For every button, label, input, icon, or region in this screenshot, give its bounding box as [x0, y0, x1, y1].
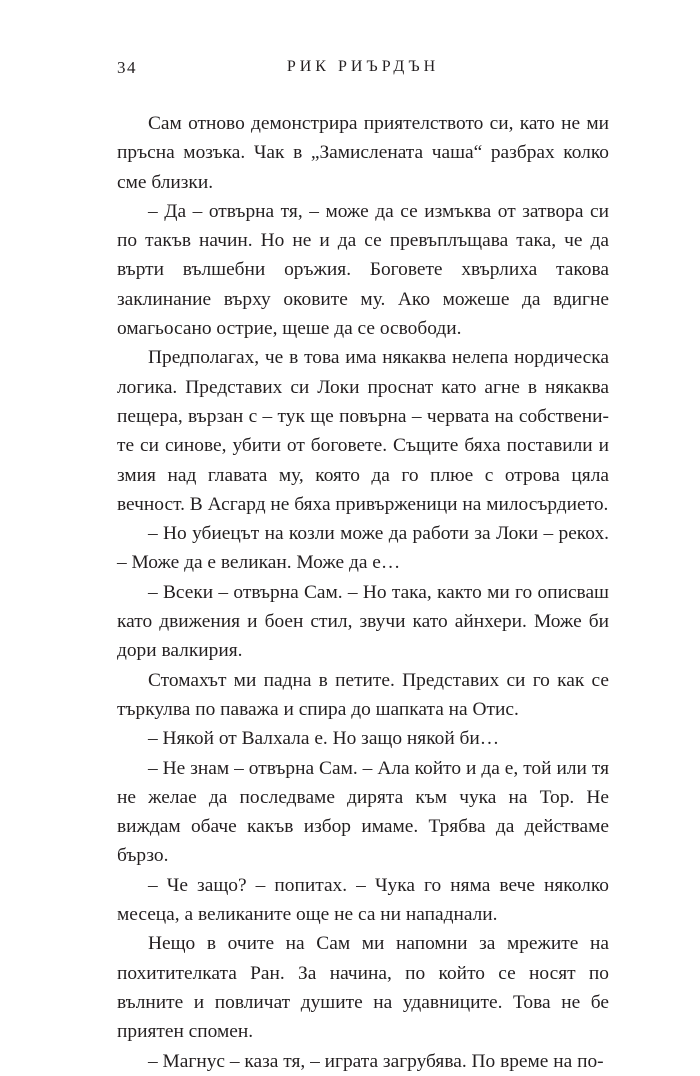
page-number: 34	[117, 58, 137, 77]
paragraph: – Някой от Валхала е. Но защо някой би…	[148, 728, 500, 750]
running-head-author: РИК РИЪРДЪН	[286, 58, 440, 75]
paragraph: Сам отново демонстрира приятелството си, като не ми пръсна мозъка. Чак в „Замислената чаша“ разбрах колко сме близки.	[117, 113, 609, 193]
paragraph: – Не знам – отвърна Сам. – Ала който и да е, той или тя не желае да последваме дирята към чука на Тор. Не виждам обаче какъв избор имаме. Трябва да действаме бързо.	[117, 757, 609, 867]
paragraph: – Че защо? – попитах. – Чука го няма вече няколко месеца, а великаните още не са ни нападнали.	[117, 874, 609, 926]
running-head	[117, 58, 609, 84]
paragraph: – Магнус – каза тя, – играта загрубява. По време на по-	[148, 1050, 604, 1072]
paragraph: – Да – отвърна тя, – може да се измъква от затвора си по такъв начин. Но не и да се превъплъщава така, че да върти вълшебни оръжия. Боговете хвърлиха такова заклинание върху оковите му. Ако можеше да вдигне омагьосано острие, щеше да се освободи.	[117, 200, 609, 340]
paragraph: Предполагах, че в това има някаква нелепа нордическа логика. Представих си Локи проснат като агне в някаква пещера, вързан с – тук ще повърна – червата на собствените си синове, убити от боговете. Същите бяха поставили и змия над главата му, която да го плюе с отрова цяла вечност. В Асгард не бяха привърженици на милосърдието.	[117, 347, 609, 515]
paragraph: – Но убиецът на козли може да работи за Локи – рекох. – Може да е великан. Може да е…	[117, 523, 609, 574]
paragraph: Нещо в очите на Сам ми напомни за мрежите на похитителката Ран. За начина, по който се носят по вълните и повличат душите на удавниците. Това не бе приятен спомен.	[117, 933, 609, 1043]
paragraph: – Всеки – отвърна Сам. – Но така, както ми го описваш като движения и боен стил, звучи като айнхери. Може би дори валкирия.	[117, 581, 609, 662]
paragraph: Стомахът ми падна в петите. Представих си го как се търкулва по паважа и спира до шапката на Отис.	[117, 669, 609, 720]
body-text	[117, 109, 609, 1076]
